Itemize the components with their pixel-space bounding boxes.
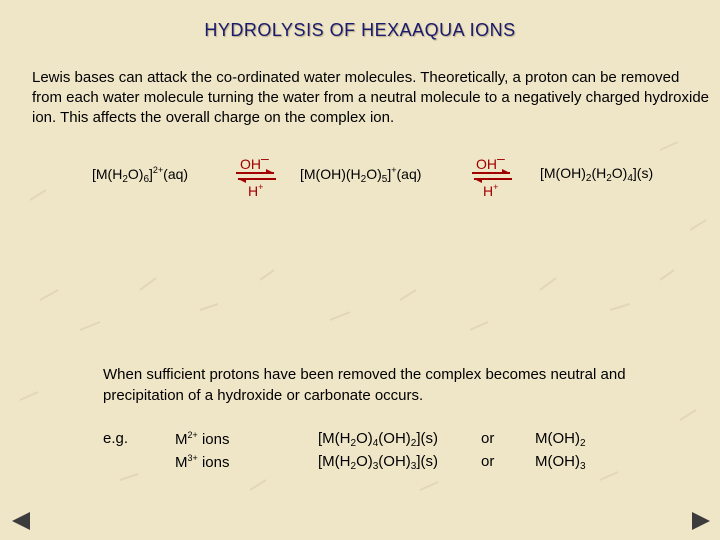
minus-sign: – [261, 150, 269, 166]
ion-symbol: M [175, 431, 188, 448]
charge-superscript: + [391, 165, 397, 175]
arrow1-bottom-label [248, 182, 263, 201]
subscript: 2 [350, 461, 357, 472]
example-row-1-or: or [481, 430, 495, 447]
subscript: 5 [381, 174, 388, 185]
subscript: 4 [627, 173, 633, 184]
ion-word: ions [201, 431, 230, 448]
species-text: (aq) [163, 166, 189, 182]
species-tetraaqua [540, 165, 653, 184]
subscript: 2 [122, 174, 128, 185]
example-label: e.g. [103, 430, 129, 447]
subscript: 2 [410, 438, 417, 449]
next-slide-button[interactable] [690, 510, 712, 532]
formula-text: O) [356, 453, 373, 470]
oh-label: OH [476, 156, 497, 172]
example-row-2-or: or [481, 453, 495, 470]
subscript: 2 [350, 438, 357, 449]
species-text: [M(OH)(H [300, 166, 361, 182]
charge-superscript: 2+ [152, 165, 164, 175]
species-hexaaqua [92, 165, 188, 185]
minus-sign: – [497, 150, 505, 166]
h-label: H [248, 183, 259, 199]
example-row-2-product [535, 453, 586, 472]
charge-superscript: + [258, 182, 264, 192]
intro-paragraph: Lewis bases can attack the co-ordinated water molecules. Theoretically, a proton can be removed from each water molecule turning the water from a neutral molecule to a negatively charged hydroxide ion. This affects the overall charge on the complex ion. [32, 69, 710, 126]
oh-label: OH [240, 156, 261, 172]
example-row-1-formula [318, 430, 438, 449]
subscript: 2 [360, 174, 367, 185]
example-row-1-ion [175, 430, 229, 448]
h-label: H [483, 183, 494, 199]
subscript: 3 [372, 461, 379, 472]
triangle-left-icon [12, 512, 30, 530]
page-title: HYDROLYSIS OF HEXAAQUA IONS [204, 20, 516, 40]
formula-text: ](s) [416, 430, 439, 447]
species-text: O) [611, 165, 628, 181]
subscript: 2 [580, 438, 586, 449]
subscript: 4 [372, 438, 379, 449]
formula-text: (OH) [378, 430, 411, 447]
charge-superscript: 2+ [187, 430, 198, 440]
previous-slide-button[interactable] [10, 510, 32, 532]
triangle-right-icon [692, 512, 710, 530]
species-text: [M(H [92, 166, 123, 182]
formula-text: [M(H [318, 453, 351, 470]
product-text: M(OH) [535, 453, 580, 470]
subscript: 2 [606, 173, 612, 184]
species-text: O) [366, 166, 382, 182]
precipitation-paragraph: When sufficient protons have been removed the complex becomes neutral and precipitation of a hydroxide or carbonate occurs. [103, 366, 626, 404]
charge-superscript: + [493, 182, 499, 192]
species-pentaaqua [300, 165, 421, 185]
subscript: 3 [580, 461, 586, 472]
species-text: (H [591, 165, 607, 181]
formula-text: O) [356, 430, 373, 447]
species-text: (aq) [396, 166, 422, 182]
subscript: 6 [143, 174, 150, 185]
subscript: 3 [410, 461, 417, 472]
charge-superscript: 3+ [187, 453, 198, 463]
species-text: ] [149, 166, 153, 182]
formula-text: ](s) [416, 453, 439, 470]
species-text: [M(OH) [540, 165, 586, 181]
ion-symbol: M [175, 454, 188, 471]
arrow2-bottom-label [483, 182, 498, 201]
product-text: M(OH) [535, 430, 580, 447]
example-row-2-formula [318, 453, 438, 472]
ion-word: ions [201, 454, 230, 471]
species-text: ] [387, 166, 392, 182]
formula-text: (OH) [378, 453, 411, 470]
formula-text: [M(H [318, 430, 351, 447]
species-text: ](s) [632, 165, 654, 181]
example-row-2-ion [175, 453, 229, 471]
species-text: O) [127, 166, 144, 182]
example-row-1-product [535, 430, 586, 449]
subscript: 2 [585, 173, 592, 184]
